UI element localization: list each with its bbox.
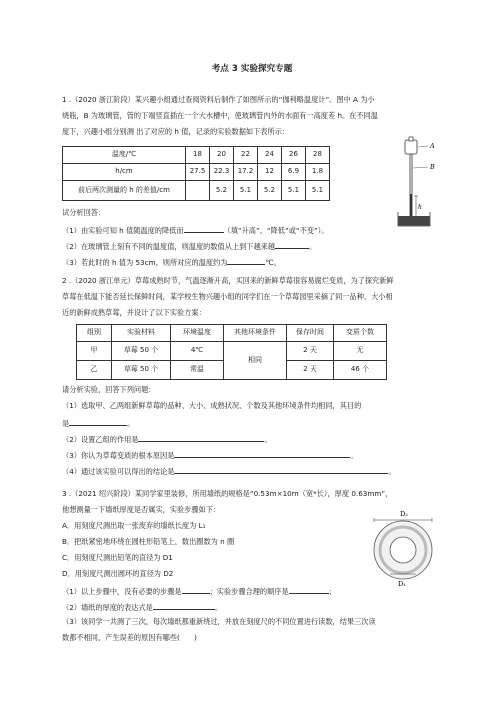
table-cell: 相同 [224,342,287,380]
q1-analysis-prompt: 试分析回答： [62,208,106,217]
q3-sub2-text-end: 。 [214,603,223,612]
q1-intro-line2: 烧瓶，B 为玻璃管，管的下端竖直插在一个大水槽中，使玻璃管内外的水面有一高度差 h。在不同温 [62,111,378,120]
q2-experiment-table [76,324,387,380]
q1-sub3 [62,256,442,268]
q3-sub3-line2: 数都不相同，产生误差的原因有哪些( ) [62,633,197,642]
q3-step-d: D．用刻度尺测出圆环的直径为 D2 [62,569,174,578]
col-header: 组别 [77,325,112,342]
table-cell: 4℃ [171,342,224,361]
table-cell: 12 [258,164,282,181]
q3-step-b: B．把纸紧密地环绕在圆柱形铅笔上，数出圈数为 n 圈 [62,537,235,546]
q3-step-c: C．用刻度尺测出铅笔的直径为 D1 [62,553,173,562]
q2-sub2 [62,433,442,445]
q1-intro-line3: 度下，兴趣小组分别测 出了对应的 h 值，记录的实验数据如下表所示： [62,127,290,136]
q2-analysis-prompt: 请分析实验，回答下列问题： [62,385,156,394]
table-cell: 1.8 [306,164,330,181]
q2-sub1-text: 是 [62,419,70,428]
table-header-row [77,325,387,342]
table-cell: 乙 [77,361,112,380]
table-cell: 26 [282,147,306,164]
label-b: B [430,163,435,171]
table-cell: 28 [306,147,330,164]
table-row [63,164,330,181]
answer-blank[interactable] [138,433,264,442]
table-cell: 20 [210,147,234,164]
q2-sub4-text: （4）通过该实验可以得出的结论是 [62,467,175,476]
q3-intro-line2: 他想测量一下墙纸厚度是否属实，实验步骤如下： [62,505,221,514]
row-label: h/cm [63,164,186,181]
label-d2: D₂ [400,510,408,518]
table-cell [186,181,210,201]
q3-intro-line1: 3 .（2021 绍兴阶段）某同学家里装修，所用墙纸的规格是“0.53m×10m（宽*长），厚度 0.63mm”， [62,489,393,498]
table-row [63,181,330,201]
q2-sub3 [62,449,442,461]
table-cell: 46 个 [334,361,387,380]
table-cell: 5.2 [210,181,234,201]
table-cell: 草莓 50 个 [112,361,171,380]
label-d1: D₁ [398,580,406,588]
q2-sub4-text-end: 。 [388,467,396,476]
q1-sub2-text: （2）在玻璃管上刻有不同的温度值，则温度的数值从上到下越来越 [62,242,276,251]
q1-sub2 [62,240,442,252]
table-cell: 17.2 [234,164,258,181]
answer-blank[interactable] [69,417,127,426]
q2-sub3-text: （3）你认为草莓变质的根本原因是 [62,451,175,460]
table-cell: 5.2 [258,181,282,201]
table-row [77,342,387,361]
table-cell: 2 天 [287,361,334,380]
q1-sub1-text: （1）由实验可知 h 值随温度的降低而 [62,226,184,235]
table-cell: 甲 [77,342,112,361]
answer-blank[interactable] [174,449,350,458]
q2-sub1-line1: （1）选取甲、乙两组新鲜草莓的品种、大小、成熟状况、个数及其他环境条件均相同，其目的 [62,401,362,410]
table-cell: 22 [234,147,258,164]
row-label: 温度/℃ [63,147,186,164]
q2-intro-line2: 草莓在低温下能否延长保鲜时间，某学校生物兴趣小组的同学们在一个草莓园里采摘了同一品种、大小相 [62,292,393,301]
q3-sub1 [62,585,442,597]
label-a: A [430,142,435,150]
col-header: 环境温度 [171,325,224,342]
col-header: 保存时间 [287,325,334,342]
table-cell: 5.1 [282,181,306,201]
q3-sub1-text-end: ； [328,587,336,596]
table-row [63,147,330,164]
q2-sub1-text-end: 。 [127,419,135,428]
table-cell: 无 [334,342,387,361]
col-header: 实验材料 [112,325,171,342]
table-cell: 2 天 [287,342,334,361]
answer-blank[interactable] [289,585,329,594]
q1-sub1 [62,224,442,236]
ring-figure [366,508,442,588]
q2-sub2-text-end: 。 [264,435,272,444]
table-cell: 常温 [171,361,224,380]
q3-sub1-text: （1）以上步骤中，没有必要的步骤是 [62,587,182,596]
answer-blank[interactable] [174,465,388,474]
table-cell: 草莓 50 个 [112,342,171,361]
answer-blank[interactable] [184,224,224,233]
q1-sub2-text-end: 。 [309,242,317,251]
table-cell: 27.5 [186,164,210,181]
table-cell: 6.9 [282,164,306,181]
q2-sub1-line2 [62,417,442,429]
q2-sub4 [62,465,442,477]
table-cell: 18 [186,147,210,164]
page-title: 考点 3 实验探究专题 [211,64,293,74]
q1-sub3-text-end: ℃。 [265,258,281,267]
q1-intro-line1: 1 .（2020 浙江阶段）某兴趣小组通过查阅资料后制作了如图所示的“伽利略温度计”。图中 A 为小 [62,95,375,104]
q3-sub3-line1: （3）该同学一共测了三次，每次墙纸都重新绕过，并放在刻度尺的不同位置进行读数，结果三次读 [62,617,376,626]
q1-sub3-text: （3）若此时的 h 值为 53cm，则所对应的温度约为 [62,258,228,267]
table-cell: 24 [258,147,282,164]
q3-sub2 [62,601,442,613]
q2-intro-line1: 2 .（2020 浙江单元）草莓成熟时节，气温逐渐升高，买回来的新鲜草莓很容易腐烂变质，为了探究新鲜 [62,276,394,285]
q2-sub3-text-end: 。 [350,451,358,460]
q1-data-table [62,146,330,201]
table-cell: 5.1 [306,181,330,201]
label-h: h [418,204,422,211]
q3-step-a: A．用刻度尺测出取一张废弃的墙纸长度为 L₁ [62,521,206,530]
row-label: 前后两次测量的 h 的差值/cm [63,181,186,201]
col-header: 其他环境条件 [224,325,287,342]
q3-sub1-text-mid: ；实验步骤合理的顺序是 [209,587,289,596]
answer-blank[interactable] [153,601,215,610]
answer-blank[interactable] [182,585,210,594]
table-cell: 5.1 [234,181,258,201]
table-cell: 22.3 [210,164,234,181]
col-header: 变质个数 [334,325,387,342]
q2-intro-line3: 近的新鲜成熟草莓，并设计了以下实验方案： [62,308,206,317]
answer-blank[interactable] [227,256,265,265]
q2-sub2-text: （2）设置乙组的作用是 [62,435,139,444]
answer-blank[interactable] [275,240,309,249]
q3-sub2-text: （2）墙纸的厚度的表达式是 [62,603,153,612]
q1-sub1-text-end: （填“升高”、“降低”或“不变”）。 [223,226,329,235]
